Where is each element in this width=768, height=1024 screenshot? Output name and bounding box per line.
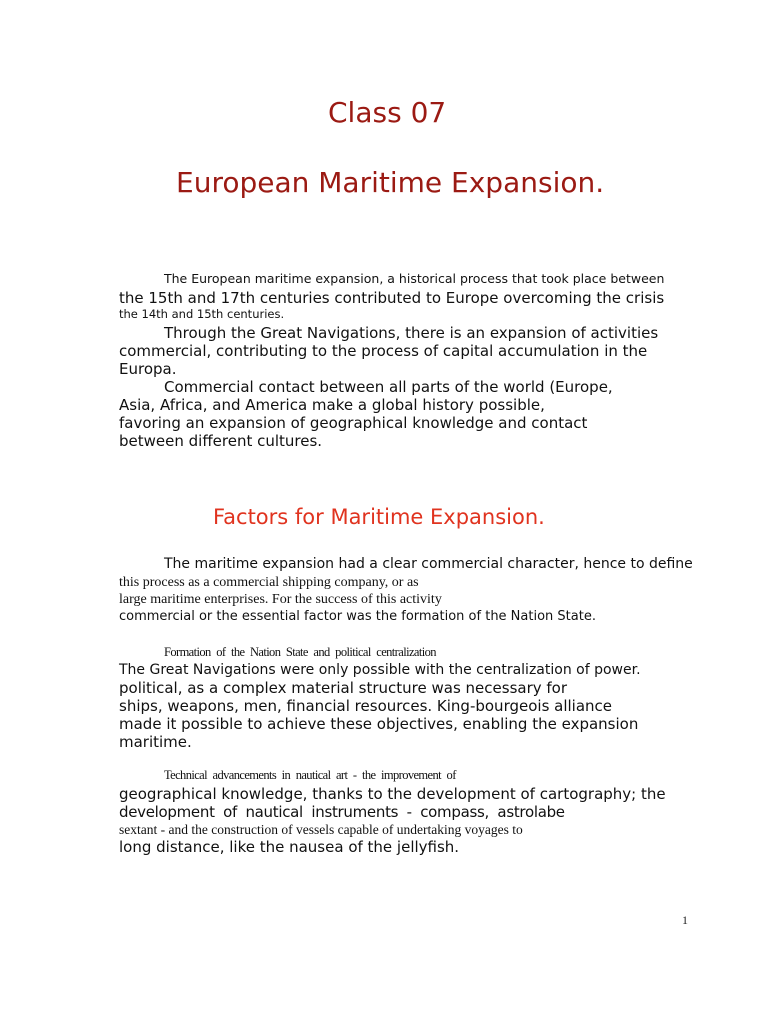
intro-line: commercial, contributing to the process of capital accumulation in the: [119, 342, 648, 360]
intro-line: Commercial contact between all parts of the world (Europe,: [164, 378, 613, 396]
technical-line: long distance, like the nausea of the jellyfish.: [119, 838, 460, 856]
nation-state-line: The Great Navigations were only possible with the centralization of power.: [119, 662, 641, 678]
nation-state-line: maritime.: [119, 733, 192, 751]
subheading-nation-state: Formation of the Nation State and political centralization: [164, 645, 436, 659]
page-number: 1: [682, 913, 688, 927]
technical-line: sextant - and the construction of vessels capable of undertaking voyages to: [119, 822, 523, 837]
nation-state-line: political, as a complex material structure was necessary for: [119, 679, 568, 697]
intro-line: Through the Great Navigations, there is an expansion of activities: [164, 324, 659, 342]
technical-line: development of nautical instruments - compass, astrolabe: [119, 803, 565, 821]
intro-line: favoring an expansion of geographical knowledge and contact: [119, 414, 588, 432]
technical-line: geographical knowledge, thanks to the development of cartography; the: [119, 785, 666, 803]
section-heading: Factors for Maritime Expansion.: [213, 505, 545, 529]
nation-state-line: ships, weapons, men, financial resources. King-bourgeois alliance: [119, 697, 613, 715]
factors-line: large maritime enterprises. For the success of this activity: [119, 592, 442, 607]
class-title: Class 07: [328, 96, 447, 129]
intro-line: Asia, Africa, and America make a global history possible,: [119, 396, 545, 414]
intro-line: Europa.: [119, 360, 177, 378]
intro-line: the 15th and 17th centuries contributed to Europe overcoming the crisis: [119, 289, 665, 307]
intro-line: The European maritime expansion, a historical process that took place between: [164, 271, 665, 286]
factors-line: commercial or the essential factor was the formation of the Nation State.: [119, 609, 596, 624]
intro-line: between different cultures.: [119, 432, 323, 450]
subheading-technical: Technical advancements in nautical art - the improvement of: [164, 768, 456, 782]
factors-line: The maritime expansion had a clear commercial character, hence to define: [164, 556, 693, 572]
intro-line: the 14th and 15th centuries.: [119, 307, 285, 321]
factors-line: this process as a commercial shipping company, or as: [119, 575, 419, 590]
main-title: European Maritime Expansion.: [176, 166, 605, 199]
nation-state-line: made it possible to achieve these objectives, enabling the expansion: [119, 715, 639, 733]
